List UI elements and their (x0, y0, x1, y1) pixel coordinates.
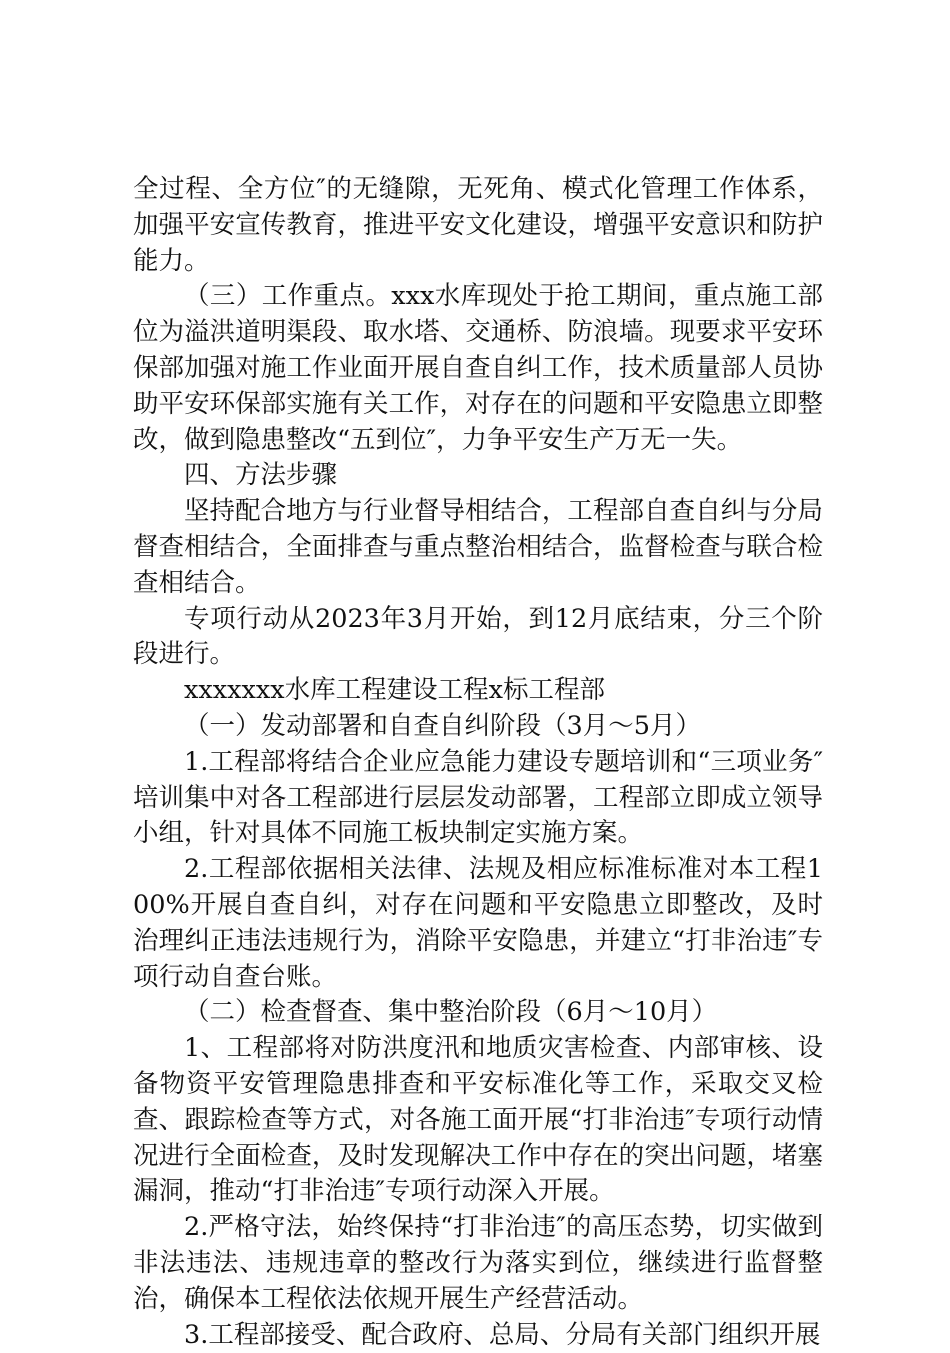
paragraph-schedule: 专项行动从2023年3月开始，到12月底结束，分三个阶段进行。 (133, 602, 823, 674)
paragraph-combination: 坚持配合地方与行业督导相结合，工程部自查自纠与分局督查相结合，全面排查与重点整治相结合，监督检查与联合检查相结合。 (133, 494, 823, 601)
document-body (133, 172, 823, 1353)
stage-two-item-2: 2.严格守法，始终保持“打非治违″的高压态势，切实做到非法违法、违规违章的整改行为落实到位，继续进行监督整治，确保本工程依法依规开展生产经营活动。 (133, 1210, 823, 1317)
stage-two-item-1: 1、工程部将对防洪度汛和地质灾害检查、内部审核、设备物资平安管理隐患排查和平安标准化等工作，采取交叉检查、跟踪检查等方式，对各施工面开展“打非治违″专项行动情况进行全面检查，及时发现解决工作中存在的突出问题，堵塞漏洞，推动“打非治违″专项行动深入开展。 (133, 1031, 823, 1210)
paragraph-department-name: xxxxxxx水库工程建设工程x标工程部 (133, 673, 823, 709)
stage-two-heading: （二）检查督查、集中整治阶段（6月～10月） (133, 995, 823, 1031)
stage-one-heading: （一）发动部署和自查自纠阶段（3月～5月） (133, 709, 823, 745)
paragraph-work-focus: （三）工作重点。xxx水库现处于抢工期间，重点施工部位为溢洪道明渠段、取水塔、交通桥、防浪墙。现要求平安环保部加强对施工作业面开展自查自纠工作，技术质量部人员协助平安环保部实施有关工作，对存在的问题和平安隐患立即整改，做到隐患整改“五到位″，力争平安生产万无一失。 (133, 279, 823, 458)
section-heading-methods: 四、方法步骤 (133, 458, 823, 494)
stage-two-item-3: 3.工程部接受、配合政府、总局、分局有关部门组织开展 (133, 1318, 823, 1353)
stage-one-item-1: 1.工程部将结合企业应急能力建设专题培训和“三项业务″培训集中对各工程部进行层层发动部署，工程部立即成立领导小组，针对具体不同施工板块制定实施方案。 (133, 745, 823, 852)
stage-one-item-2: 2.工程部依据相关法律、法规及相应标准标准对本工程100%开展自查自纠，对存在问题和平安隐患立即整改，及时治理纠正违法违规行为，消除平安隐患，并建立“打非治违″专项行动自查台账。 (133, 852, 823, 995)
paragraph-safety-system: 全过程、全方位″的无缝隙，无死角、模式化管理工作体系，加强平安宣传教育，推进平安文化建设，增强平安意识和防护能力。 (133, 172, 823, 279)
